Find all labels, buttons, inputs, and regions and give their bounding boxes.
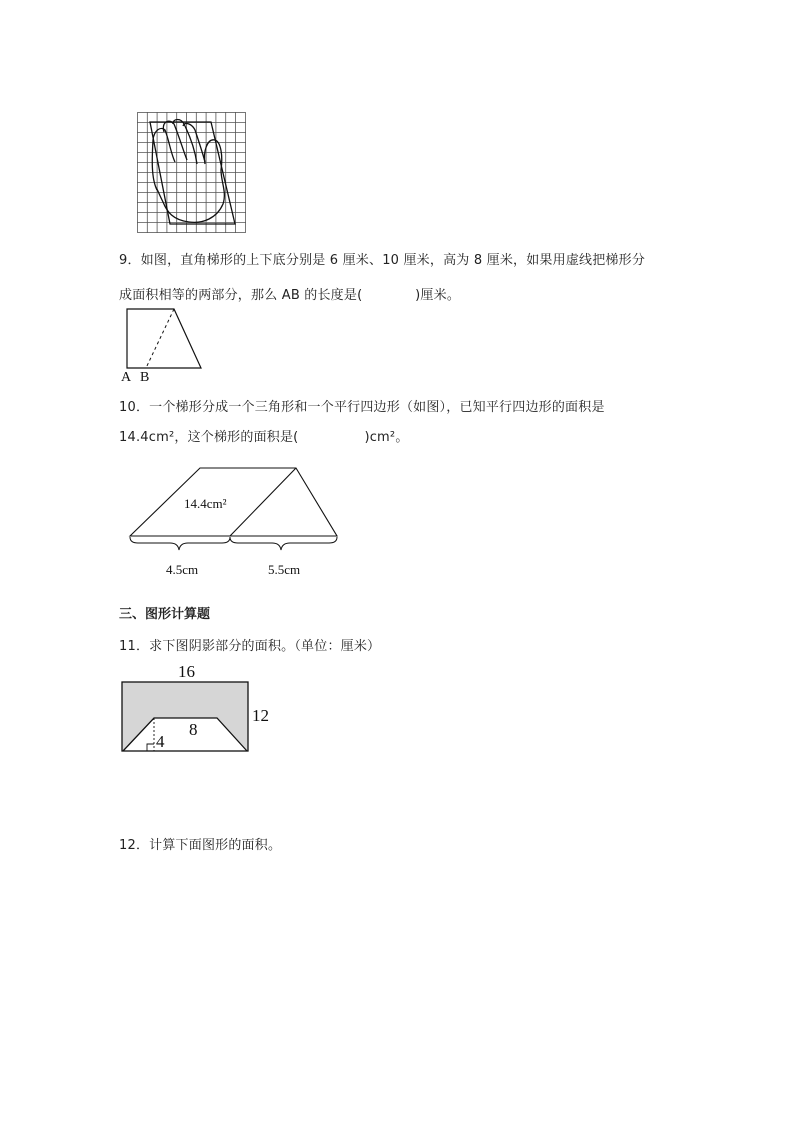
- hand-grid-figure: [137, 112, 247, 234]
- q10-area-label: 14.4cm²: [184, 496, 227, 511]
- q11-side-label: 12: [252, 706, 269, 725]
- q11-top-label: 16: [178, 662, 195, 681]
- q9-text-line1: 9．如图，直角梯形的上下底分别是 6 厘米、10 厘米，高为 8 厘米，如果用虚线把梯形分: [119, 253, 646, 268]
- q11-inner-top-label: 8: [189, 720, 198, 739]
- q9-label-a: A: [121, 370, 132, 385]
- q10-right-length: 5.5cm: [268, 562, 301, 577]
- q9-trapezoid-figure: [126, 308, 206, 370]
- q9-label-b: B: [140, 370, 150, 385]
- q11-height-label: 4: [156, 732, 165, 751]
- q10-trapezoid-figure: [128, 467, 340, 555]
- q11-text: 11．求下图阴影部分的面积。（单位：厘米）: [119, 639, 381, 654]
- section3-title: 三、图形计算题: [119, 607, 211, 622]
- q9-text-line2: 成面积相等的两部分，那么 AB 的长度是( )厘米。: [119, 288, 461, 303]
- q12-text: 12．计算下面图形的面积。: [119, 838, 282, 853]
- q10-text-line2: 14.4cm²，这个梯形的面积是( )cm²。: [119, 430, 409, 445]
- q10-left-length: 4.5cm: [166, 562, 199, 577]
- q10-text-line1: 10．一个梯形分成一个三角形和一个平行四边形（如图），已知平行四边形的面积是: [119, 400, 605, 415]
- q11-shaded-figure: [121, 681, 251, 753]
